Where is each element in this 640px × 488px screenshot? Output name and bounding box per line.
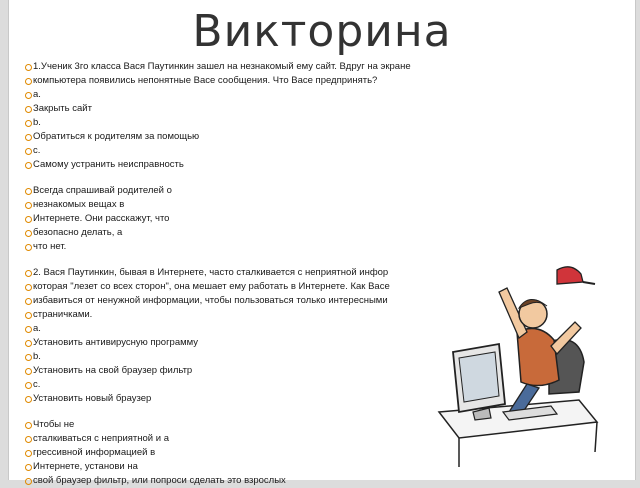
text-line [29,406,459,418]
text-line: 1.Ученик 3го класса Вася Паутинкин зашел на незнакомый ему сайт. Вдруг на экране [29,60,459,74]
text-line [29,172,459,184]
text-line: грессивной информацией в [29,446,459,460]
boy-at-computer-icon [429,262,599,474]
text-line: b. [29,350,459,364]
text-line: Интернете. Они расскажут, что [29,212,459,226]
text-line: Чтобы не [29,418,459,432]
text-line [29,254,459,266]
text-line: Установить на свой браузер фильтр [29,364,459,378]
text-line: Самому устранить неисправность [29,158,459,172]
text-line: Установить новый браузер [29,392,459,406]
quiz-text [29,60,459,488]
text-line: a. [29,322,459,336]
text-line: свой браузер фильтр, или попроси сделать это взрослых [29,474,459,488]
text-line: что нет. [29,240,459,254]
text-line: Обратиться к родителям за помощью [29,130,459,144]
text-line: Интернете, установи на [29,460,459,474]
text-line: a. [29,88,459,102]
slide [8,0,636,486]
text-line: Установить антивирусную программу [29,336,459,350]
text-line: Всегда спрашивай родителей о [29,184,459,198]
text-line: c. [29,144,459,158]
text-line: 2. Вася Паутинкин, бывая в Интернете, часто сталкивается с неприятной инфор [29,266,459,280]
text-line: c. [29,378,459,392]
text-line: которая "лезет со всех сторон", она мешает ему работать в Интернете. Как Васе [29,280,459,294]
text-line: безопасно делать, а [29,226,459,240]
text-line: страничками. [29,308,459,322]
text-line: избавиться от ненужной информации, чтобы пользоваться только интересными [29,294,459,308]
text-line: Закрыть сайт [29,102,459,116]
text-line: незнакомых вещах в [29,198,459,212]
text-line: сталкиваться с неприятной и а [29,432,459,446]
text-line: компьютера появились непонятные Васе сообщения. Что Васе предпринять? [29,74,459,88]
page-title: Викторина [192,6,452,57]
text-line: b. [29,116,459,130]
